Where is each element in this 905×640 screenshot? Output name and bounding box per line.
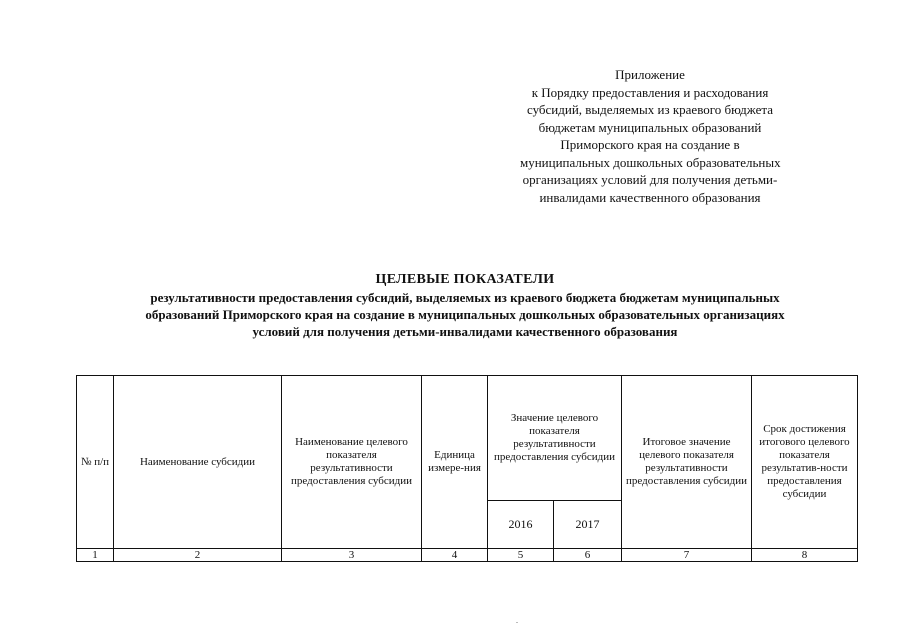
header-subsidy-name: Наименование субсидии — [114, 376, 282, 549]
column-number: 4 — [422, 549, 488, 562]
scan-speck — [516, 622, 518, 623]
document-title: ЦЕЛЕВЫЕ ПОКАЗАТЕЛИ — [375, 272, 555, 287]
subtitle-line: образований Приморского края на создание в муниципальных дошкольных образовательных организациях — [145, 307, 785, 322]
indicators-table — [76, 375, 858, 562]
appendix-line: к Порядку предоставления и расходования — [531, 84, 769, 100]
header-num: № п/п — [77, 376, 114, 549]
column-number: 6 — [554, 549, 622, 562]
document-subtitle — [60, 289, 870, 340]
column-number: 3 — [282, 549, 422, 562]
appendix-line: бюджетам муниципальных образований — [538, 119, 762, 135]
subtitle-line: результативности предоставления субсидий, выделяемых из краевого бюджета бюджетам муниципальных — [150, 290, 780, 305]
column-number-row — [77, 549, 858, 562]
column-number: 2 — [114, 549, 282, 562]
column-number: 8 — [752, 549, 858, 562]
appendix-line: организациях условий для получения детьми- — [522, 172, 778, 187]
column-number: 1 — [77, 549, 114, 562]
appendix-line: муниципальных дошкольных образовательных — [520, 154, 781, 170]
appendix-caption — [520, 66, 780, 206]
header-deadline: Срок достижения итогового целевого показателя результатив-ности предоставления субсидии — [752, 376, 858, 549]
document-heading — [60, 271, 870, 340]
header-unit: Единица измере-ния — [422, 376, 488, 549]
header-indicator-name: Наименование целевого показателя результативности предоставления субсидии — [282, 376, 422, 549]
appendix-line: субсидий, выделяемых из краевого бюджета — [527, 102, 773, 117]
header-year-2017: 2017 — [554, 501, 622, 549]
header-year-2016: 2016 — [488, 501, 554, 549]
column-number: 7 — [622, 549, 752, 562]
column-number: 5 — [488, 549, 554, 562]
appendix-line: инвалидами качественного образования — [539, 189, 761, 205]
appendix-line: Приморского края на создание в — [560, 137, 740, 152]
header-final-value: Итоговое значение целевого показателя результативности предоставления субсидии — [622, 376, 752, 549]
subtitle-line: условий для получения детьми-инвалидами качественного образования — [252, 324, 678, 339]
header-value-group: Значение целевого показателя результативности предоставления субсидии — [488, 376, 622, 501]
appendix-line: Приложение — [615, 67, 685, 82]
